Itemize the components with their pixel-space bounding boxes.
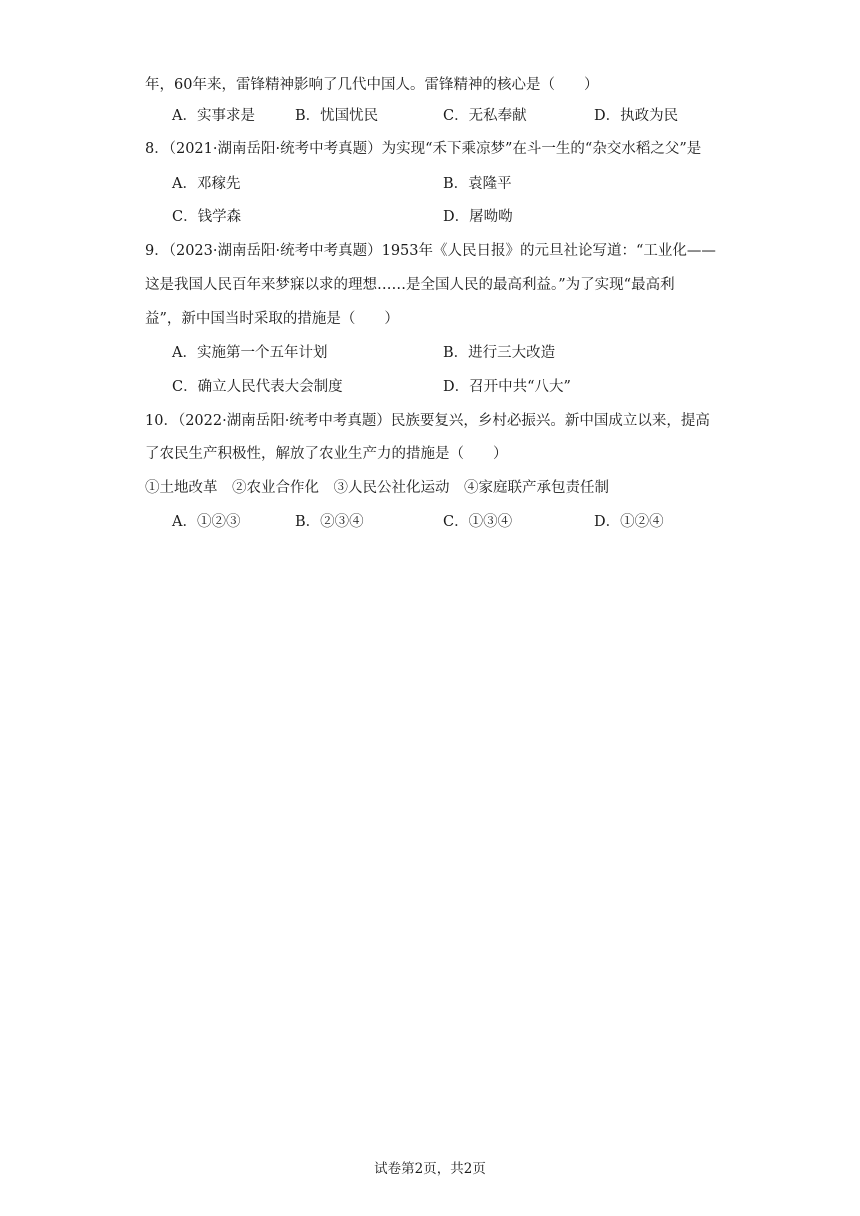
question-10-option-d: D．①②④ bbox=[594, 514, 664, 530]
question-10-stem-line-1: 10．（2022·湖南岳阳·统考中考真题）民族要复兴，乡村必振兴。新中国成立以来，提高 bbox=[145, 413, 710, 429]
question-9-stem-line-3: 益”，新中国当时采取的措施是（ ） bbox=[145, 311, 399, 327]
question-10-option-a: A．①②③ bbox=[172, 514, 241, 530]
question-10-items: ①土地改革 ②农业合作化 ③人民公社化运动 ④家庭联产承包责任制 bbox=[145, 480, 609, 496]
question-7-option-c: C．无私奉献 bbox=[443, 108, 527, 124]
question-10-stem-line-2: 了农民生产积极性，解放了农业生产力的措施是（ ） bbox=[145, 446, 508, 462]
question-7-option-b: B．忧国忧民 bbox=[295, 108, 379, 124]
question-8-option-a: A．邓稼先 bbox=[172, 176, 241, 192]
question-8-option-d: D．屠呦呦 bbox=[443, 209, 513, 225]
question-8-option-c: C．钱学森 bbox=[172, 209, 242, 225]
question-9-stem-line-1: 9．（2023·湖南岳阳·统考中考真题）1953年《人民日报》的元旦社论写道：“工业化—— bbox=[145, 243, 716, 259]
question-10-option-b: B．②③④ bbox=[295, 514, 364, 530]
question-7-option-a: A．实事求是 bbox=[172, 108, 255, 124]
question-9-option-b: B．进行三大改造 bbox=[443, 345, 556, 361]
question-9-option-d: D．召开中共“八大” bbox=[443, 379, 571, 395]
question-7-option-d: D．执政为民 bbox=[594, 108, 679, 124]
question-9-option-c: C．确立人民代表大会制度 bbox=[172, 379, 343, 395]
question-9-option-a: A．实施第一个五年计划 bbox=[172, 345, 328, 361]
question-9-stem-line-2: 这是我国人民百年来梦寐以求的理想……是全国人民的最高利益。”为了实现“最高利 bbox=[145, 277, 675, 293]
page-footer: 试卷第2页，共2页 bbox=[374, 1161, 486, 1177]
question-8-stem: 8．（2021·湖南岳阳·统考中考真题）为实现“禾下乘凉梦”在斗一生的“杂交水稻之父”是 bbox=[145, 141, 702, 157]
question-7-continuation: 年，60年来，雷锋精神影响了几代中国人。雷锋精神的核心是（ ） bbox=[145, 77, 599, 93]
question-8-option-b: B．袁隆平 bbox=[443, 176, 512, 192]
question-10-option-c: C．①③④ bbox=[443, 514, 513, 530]
